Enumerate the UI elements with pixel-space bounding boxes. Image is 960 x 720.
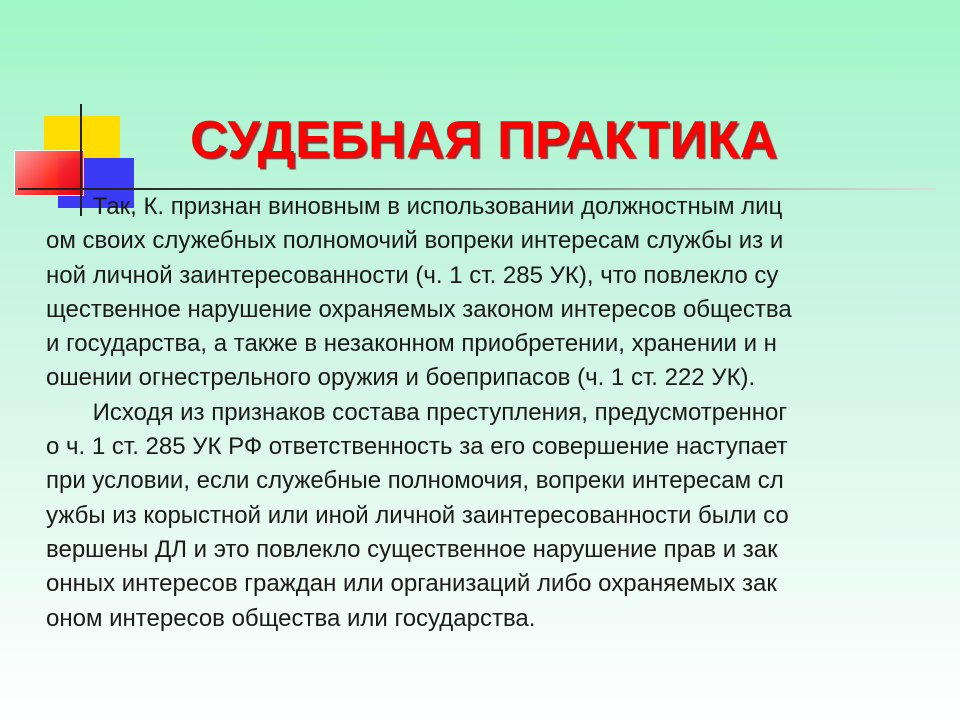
slide-body (46, 190, 946, 636)
body-line: ужбы из корыстной или иной личной заинтересованности были со (46, 501, 789, 529)
body-line: вершены ДЛ и это повлекло существенное нарушение прав и зак (46, 535, 778, 563)
body-line: и государства, а также в незаконном приобретении, хранении и н (46, 330, 777, 358)
body-line: оном интересов общества или государства. (46, 604, 536, 632)
body-line: ом своих служебных полномочий вопреки интересам службы из и (46, 227, 784, 255)
slide-title: СУДЕБНАЯ ПРАКТИКА (190, 111, 778, 169)
body-line: ошении огнестрельного оружия и боеприпасов (ч. 1 ст. 222 УК). (46, 364, 756, 392)
body-line: Исходя из признаков состава преступления, предусмотренног (46, 398, 788, 426)
body-line: Так, К. признан виновным в использовании должностным лиц (46, 193, 783, 220)
body-line: щественное нарушение охраняемых законом интересов общества (46, 295, 792, 323)
body-line: при условии, если служебные полномочия, вопреки интересам сл (46, 467, 784, 495)
body-line: ной личной заинтересованности (ч. 1 ст. 285 УК), что повлекло су (46, 261, 779, 289)
body-line: о ч. 1 ст. 285 УК РФ ответственность за его совершение наступает (46, 433, 788, 461)
body-line: онных интересов граждан или организаций либо охраняемых зак (46, 570, 777, 598)
